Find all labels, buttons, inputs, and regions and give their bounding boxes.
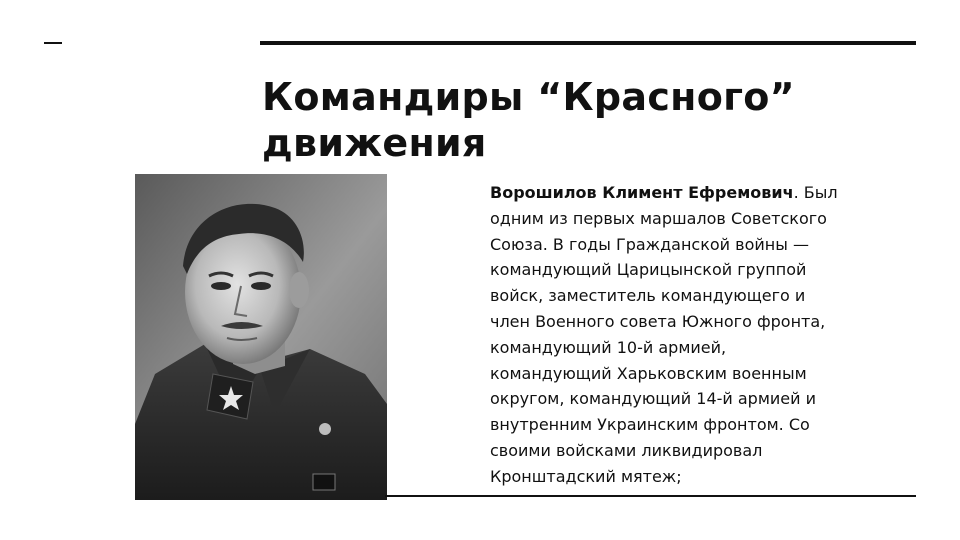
portrait-photo <box>135 174 387 500</box>
description-line: Кронштадский мятеж; <box>490 466 682 486</box>
description-line: член Военного совета Южного фронта, <box>490 311 826 331</box>
description-line: одним из первых маршалов Советского <box>490 208 827 228</box>
description-line: округом, командующий 14-й армией и <box>490 389 817 409</box>
description-line: внутренним Украинским фронтом. Со <box>490 415 810 435</box>
description-text <box>490 180 900 490</box>
corner-dash <box>44 42 62 44</box>
description-line: командующий 10-й армией, <box>490 337 727 357</box>
description-line: своими войсками ликвидировал <box>490 440 763 460</box>
top-divider <box>260 41 916 45</box>
description-line: Союза. В годы Гражданской войны — <box>490 234 809 254</box>
description-line: войск, заместитель командующего и <box>490 286 806 306</box>
description-line: командующий Царицынской группой <box>490 260 807 280</box>
description-line: командующий Харьковским военным <box>490 363 807 383</box>
slide-title: Командиры “Красного” движения <box>262 75 795 165</box>
person-name: Ворошилов Климент Ефремович <box>490 183 794 202</box>
name-suffix: . Был <box>793 183 838 202</box>
bottom-divider <box>385 495 916 497</box>
description-line <box>490 180 900 206</box>
